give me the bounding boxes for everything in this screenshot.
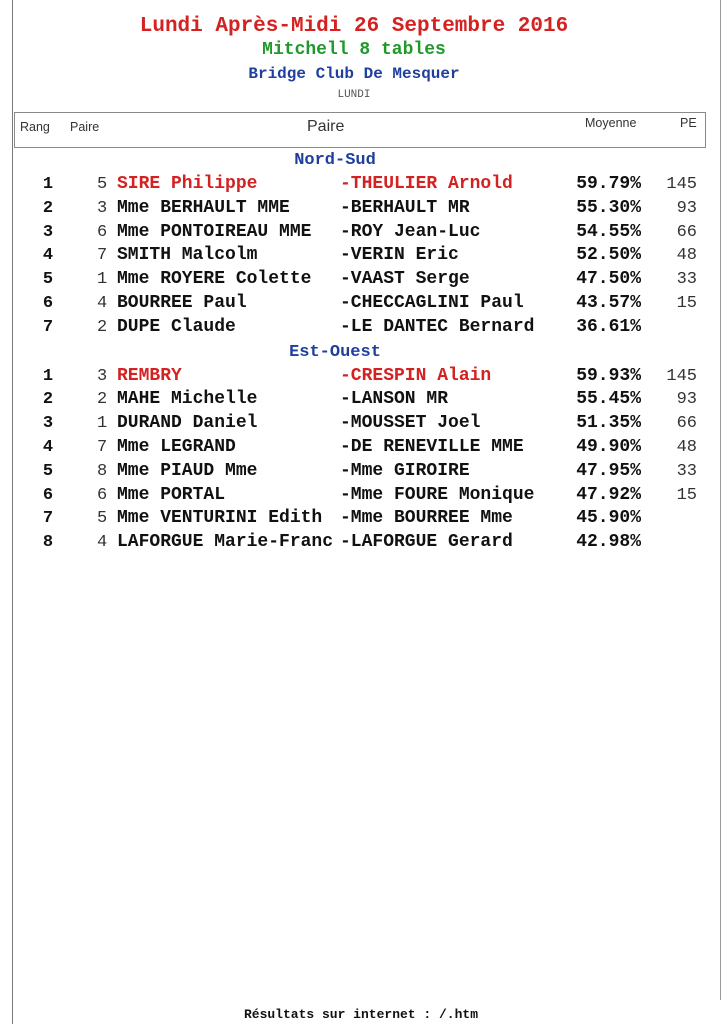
pe-cell: 145 bbox=[666, 366, 697, 386]
moyenne-cell: 52.50% bbox=[576, 245, 641, 266]
rang-cell: 4 bbox=[42, 437, 54, 457]
rang-cell: 1 bbox=[42, 175, 54, 194]
paire-number-cell: 3 bbox=[97, 366, 108, 386]
column-header-paire: Paire bbox=[307, 118, 345, 135]
table-row bbox=[0, 388, 728, 412]
moyenne-cell: 36.61% bbox=[576, 316, 641, 337]
table-row bbox=[0, 531, 728, 555]
player1-cell: SIRE Philippe bbox=[117, 174, 258, 194]
pe-cell: 15 bbox=[676, 293, 697, 313]
player2-cell: -ROY Jean-Luc bbox=[340, 221, 481, 242]
table-row bbox=[0, 316, 728, 340]
paire-number-cell: 4 bbox=[97, 533, 108, 553]
paire-number-cell: 3 bbox=[97, 198, 108, 218]
pe-cell: 33 bbox=[676, 270, 697, 290]
player2-cell: -LANSON MR bbox=[340, 389, 449, 410]
table-row bbox=[0, 412, 728, 436]
rang-cell: 6 bbox=[42, 293, 54, 313]
rang-cell: 5 bbox=[42, 270, 54, 290]
table-row bbox=[0, 484, 728, 508]
player1-cell: Mme BERHAULT MME bbox=[117, 197, 290, 218]
player1-cell: Mme PIAUD Mme bbox=[117, 460, 258, 481]
rang-cell: 6 bbox=[42, 485, 54, 505]
pe-cell: 33 bbox=[676, 461, 697, 481]
player2-cell: -VERIN Eric bbox=[340, 245, 459, 266]
rang-cell: 8 bbox=[42, 533, 54, 553]
table-row bbox=[0, 507, 728, 531]
paire-number-cell: 2 bbox=[97, 390, 108, 410]
paire-number-cell: 2 bbox=[97, 317, 108, 337]
player2-cell: -THEULIER Arnold bbox=[340, 174, 513, 194]
footer-note: Résultats sur internet : /.htm bbox=[243, 1007, 479, 1022]
column-header-box bbox=[14, 112, 706, 148]
paire-number-cell: 6 bbox=[97, 222, 108, 242]
table-row bbox=[0, 197, 728, 221]
pe-cell: 93 bbox=[676, 198, 697, 218]
moyenne-cell: 43.57% bbox=[576, 292, 641, 313]
rang-cell: 5 bbox=[42, 461, 54, 481]
rang-cell: 7 bbox=[42, 317, 54, 337]
section-title-nord-sud: Nord-Sud bbox=[294, 151, 376, 170]
paire-number-cell: 6 bbox=[97, 485, 108, 505]
club-name: Bridge Club De Mesquer bbox=[248, 65, 460, 83]
pe-cell: 66 bbox=[676, 414, 697, 434]
moyenne-cell: 55.45% bbox=[576, 389, 641, 410]
player1-cell: BOURREE Paul bbox=[117, 292, 247, 313]
player2-cell: -LE DANTEC Bernard bbox=[340, 316, 535, 337]
paire-number-cell: 7 bbox=[97, 437, 108, 457]
rang-cell: 3 bbox=[42, 222, 54, 242]
table-row bbox=[0, 173, 728, 197]
page-title: Lundi Après-Midi 26 Septembre 2016 bbox=[139, 15, 569, 38]
rang-cell: 4 bbox=[42, 246, 54, 266]
moyenne-cell: 45.90% bbox=[576, 508, 641, 529]
moyenne-cell: 59.93% bbox=[576, 365, 641, 386]
table-row bbox=[0, 365, 728, 389]
player1-cell: Mme PONTOIREAU MME bbox=[117, 221, 312, 242]
paire-number-cell: 1 bbox=[97, 414, 108, 434]
player2-cell: -LAFORGUE Gerard bbox=[340, 532, 513, 553]
player1-cell: Mme LEGRAND bbox=[117, 436, 236, 457]
pe-cell: 48 bbox=[676, 437, 697, 457]
moyenne-cell: 51.35% bbox=[576, 413, 641, 434]
moyenne-cell: 42.98% bbox=[576, 532, 641, 553]
moyenne-cell: 55.30% bbox=[576, 197, 641, 218]
table-row bbox=[0, 244, 728, 268]
page-subtitle: Mitchell 8 tables bbox=[262, 40, 446, 60]
player1-cell: DURAND Daniel bbox=[117, 413, 258, 434]
player2-cell: -CHECCAGLINI Paul bbox=[340, 292, 524, 313]
moyenne-cell: 59.79% bbox=[576, 174, 641, 194]
pe-cell: 66 bbox=[676, 222, 697, 242]
player2-cell: -CRESPIN Alain bbox=[340, 365, 492, 386]
paire-number-cell: 8 bbox=[97, 461, 108, 481]
player2-cell: -Mme FOURE Monique bbox=[340, 484, 535, 505]
table-row bbox=[0, 460, 728, 484]
column-header-paire-number: Paire bbox=[70, 120, 100, 134]
pe-cell: 48 bbox=[676, 246, 697, 266]
player2-cell: -MOUSSET Joel bbox=[340, 413, 481, 434]
table-row bbox=[0, 436, 728, 460]
pe-cell: 93 bbox=[676, 390, 697, 410]
paire-number-cell: 5 bbox=[97, 509, 108, 529]
player2-cell: -VAAST Serge bbox=[340, 269, 470, 290]
rang-cell: 7 bbox=[42, 509, 54, 529]
player1-cell: LAFORGUE Marie-Franc bbox=[117, 532, 334, 553]
player2-cell: -BERHAULT MR bbox=[340, 197, 470, 218]
results-table bbox=[0, 148, 728, 555]
rang-cell: 2 bbox=[42, 198, 54, 218]
player1-cell: Mme ROYERE Colette bbox=[117, 269, 312, 290]
table-row bbox=[0, 292, 728, 316]
column-header-rang: Rang bbox=[20, 120, 50, 134]
player2-cell: -Mme GIROIRE bbox=[340, 460, 470, 481]
player2-cell: -Mme BOURREE Mme bbox=[340, 508, 513, 529]
paire-number-cell: 4 bbox=[97, 293, 108, 313]
table-row bbox=[0, 268, 728, 292]
player1-cell: REMBRY bbox=[117, 365, 182, 386]
session-day: LUNDI bbox=[337, 89, 371, 101]
pe-cell: 145 bbox=[666, 175, 697, 194]
player1-cell: Mme PORTAL bbox=[117, 484, 226, 505]
moyenne-cell: 47.92% bbox=[576, 484, 641, 505]
paire-number-cell: 5 bbox=[97, 175, 108, 194]
player1-cell: DUPE Claude bbox=[117, 316, 236, 337]
player1-cell: SMITH Malcolm bbox=[117, 245, 258, 266]
column-header-moyenne: Moyenne bbox=[585, 116, 637, 130]
pe-cell: 15 bbox=[676, 485, 697, 505]
column-header-pe: PE bbox=[680, 116, 697, 130]
paire-number-cell: 1 bbox=[97, 270, 108, 290]
moyenne-cell: 47.50% bbox=[576, 269, 641, 290]
paire-number-cell: 7 bbox=[97, 246, 108, 266]
player1-cell: MAHE Michelle bbox=[117, 389, 258, 410]
rang-cell: 3 bbox=[42, 414, 54, 434]
player1-cell: Mme VENTURINI Edith bbox=[117, 508, 323, 529]
rang-cell: 1 bbox=[42, 366, 54, 386]
rang-cell: 2 bbox=[42, 390, 54, 410]
player2-cell: -DE RENEVILLE MME bbox=[340, 436, 524, 457]
section-title-est-ouest: Est-Ouest bbox=[289, 342, 381, 362]
moyenne-cell: 49.90% bbox=[576, 436, 641, 457]
table-row bbox=[0, 221, 728, 245]
moyenne-cell: 54.55% bbox=[576, 221, 641, 242]
moyenne-cell: 47.95% bbox=[576, 460, 641, 481]
